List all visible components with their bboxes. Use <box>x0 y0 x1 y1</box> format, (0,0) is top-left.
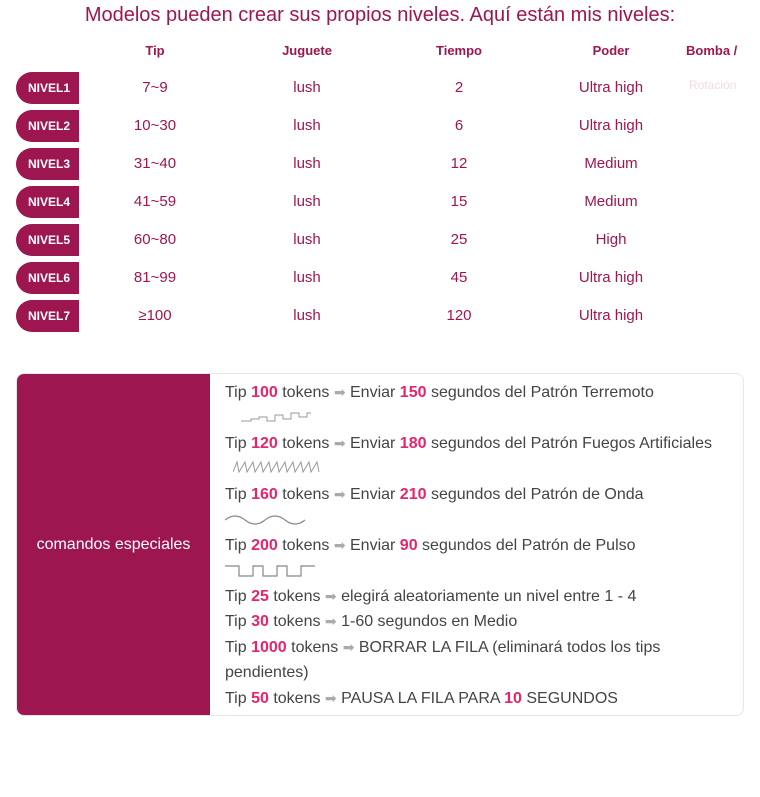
arrow-icon: ➡ <box>324 690 337 706</box>
level-tip: 31~40 <box>133 155 177 172</box>
command-clear-continued: pendientes) <box>225 664 309 681</box>
command-earthquake: Tip 100 tokens ➡ Enviar 150 segundos del Patrón Terremoto <box>225 384 654 401</box>
level-toy: lush <box>293 269 321 286</box>
level-time: 12 <box>450 155 468 172</box>
level-toy: lush <box>293 155 321 172</box>
earthquake-pattern-icon <box>241 409 313 423</box>
level-tip: 7~9 <box>142 79 168 96</box>
special-commands-label: comandos especiales <box>17 374 210 715</box>
level-time: 2 <box>454 79 464 96</box>
level-badge: NIVEL3 <box>16 148 79 180</box>
command-clear: Tip 1000 tokens ➡ BORRAR LA FILA (eliminará todos los tips <box>225 639 661 656</box>
level-badge: NIVEL4 <box>16 186 79 218</box>
command-pause: Tip 50 tokens ➡ PAUSA LA FILA PARA 10 SEGUNDOS <box>225 690 618 707</box>
arrow-icon: ➡ <box>333 486 346 502</box>
level-power: Ultra high <box>578 307 644 324</box>
header-rotation: Rotación <box>689 78 737 92</box>
level-badge: NIVEL7 <box>16 300 79 332</box>
arrow-icon: ➡ <box>333 384 346 400</box>
level-row <box>0 72 760 104</box>
header-tip: Tip <box>145 43 165 58</box>
level-row <box>0 262 760 294</box>
arrow-icon: ➡ <box>324 588 337 604</box>
level-power: Medium <box>584 155 638 172</box>
pulse-pattern-icon <box>225 564 317 578</box>
level-tip: 41~59 <box>133 193 177 210</box>
header-toy: Juguete <box>282 43 332 58</box>
arrow-icon: ➡ <box>333 537 346 553</box>
command-wave: Tip 160 tokens ➡ Enviar 210 segundos del Patrón de Onda <box>225 486 644 503</box>
level-row <box>0 110 760 142</box>
fireworks-pattern-icon <box>233 460 321 474</box>
level-toy: lush <box>293 231 321 248</box>
level-power: Ultra high <box>578 79 644 96</box>
level-tip: ≥100 <box>138 307 172 324</box>
special-commands-box <box>16 373 744 716</box>
header-bomb: Bomba / <box>686 43 738 58</box>
level-row <box>0 224 760 256</box>
special-commands-list <box>225 374 743 715</box>
level-tip: 10~30 <box>133 117 177 134</box>
level-time: 45 <box>450 269 468 286</box>
level-power: Ultra high <box>578 269 644 286</box>
level-toy: lush <box>293 79 321 96</box>
arrow-icon: ➡ <box>324 613 337 629</box>
level-tip: 60~80 <box>133 231 177 248</box>
level-badge: NIVEL5 <box>16 224 79 256</box>
wave-pattern-icon <box>225 513 309 527</box>
level-time: 15 <box>450 193 468 210</box>
level-time: 120 <box>446 307 472 324</box>
level-tip: 81~99 <box>133 269 177 286</box>
arrow-icon: ➡ <box>342 639 355 655</box>
level-power: Medium <box>584 193 638 210</box>
level-row <box>0 300 760 332</box>
level-toy: lush <box>293 117 321 134</box>
page-title: Modelos pueden crear sus propios niveles. Aquí están mis niveles: <box>84 4 676 26</box>
level-row <box>0 186 760 218</box>
level-toy: lush <box>293 193 321 210</box>
level-badge: NIVEL6 <box>16 262 79 294</box>
command-fireworks: Tip 120 tokens ➡ Enviar 180 segundos del Patrón Fuegos Artificiales <box>225 435 712 452</box>
command-random: Tip 25 tokens ➡ elegirá aleatoriamente un nivel entre 1 - 4 <box>225 588 637 605</box>
command-medium: Tip 30 tokens ➡ 1-60 segundos en Medio <box>225 613 518 630</box>
level-row <box>0 148 760 180</box>
level-toy: lush <box>293 307 321 324</box>
level-power: High <box>595 231 627 248</box>
level-time: 25 <box>450 231 468 248</box>
levels-header <box>0 42 760 60</box>
level-badge: NIVEL2 <box>16 110 79 142</box>
header-power: Poder <box>592 43 630 58</box>
command-pulse: Tip 200 tokens ➡ Enviar 90 segundos del Patrón de Pulso <box>225 537 636 554</box>
header-time: Tiempo <box>436 43 482 58</box>
level-power: Ultra high <box>578 117 644 134</box>
level-time: 6 <box>454 117 464 134</box>
level-badge: NIVEL1 <box>16 72 79 104</box>
arrow-icon: ➡ <box>333 435 346 451</box>
